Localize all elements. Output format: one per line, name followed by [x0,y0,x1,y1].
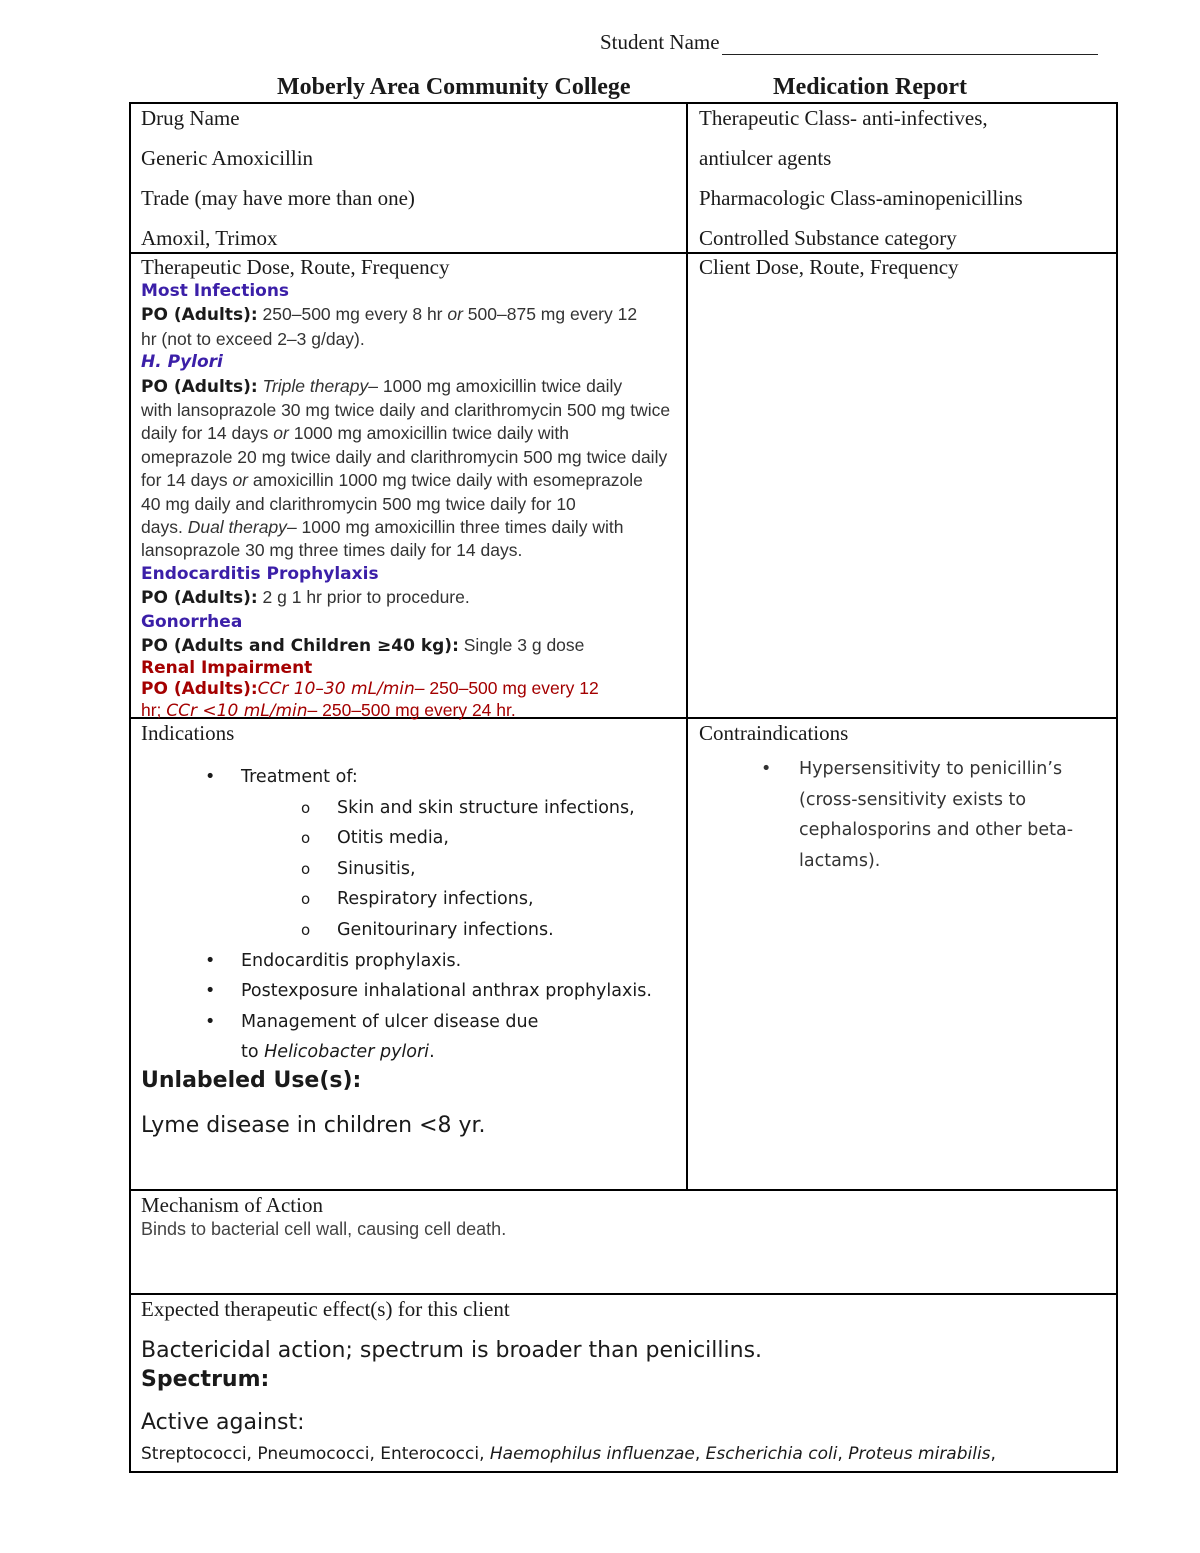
sub-bullet: o [301,859,311,878]
indication-text: Endocarditis prophylaxis. [241,950,462,971]
po-adults-label: PO (Adults): [141,376,258,397]
indication-item-cont [241,1037,681,1068]
contraindication-text: (cross-sensitivity exists to [799,789,1027,810]
indication-item [205,762,681,793]
indication-text: Otitis media, [337,828,449,849]
bullet: • [205,981,216,1002]
therapeutic-class-cont: antiulcer agents [699,146,832,170]
indications-label: Indications [141,721,235,745]
gonorrhea-heading: Gonorrhea [141,611,243,632]
report-title: Medication Report [773,74,967,100]
student-name-label: Student Name [600,30,720,54]
effect-cell [141,1296,1111,1468]
contraindications-cell [699,720,1109,876]
dose-text: 40 mg daily and clarithromycin 500 mg twice daily for 10 [141,493,576,514]
effect-text: Bactericidal action; spectrum is broader than penicillins. [141,1338,763,1363]
dose-text: – 250–500 mg every 24 hr. [307,699,516,720]
dual-therapy-label: Dual therapy [187,517,287,538]
dose-text: – 1000 mg amoxicillin twice daily [368,375,623,396]
controlled-substance: Controlled Substance category [699,226,957,250]
dose-details [141,280,681,722]
column-divider [686,102,688,1191]
indication-text: Helicobacter pylori [264,1042,430,1063]
sub-indication-item [301,915,681,946]
indication-text: . [429,1042,435,1063]
sub-bullet: o [301,920,311,939]
organism-text: Haemophilus influenzae [489,1444,695,1464]
triple-therapy-label: Triple therapy [262,375,369,396]
mechanism-label: Mechanism of Action [141,1193,323,1217]
ccr-label: CCr 10–30 mL/min [257,678,415,699]
client-dose-label: Client Dose, Route, Frequency [699,255,959,279]
pharmacologic-class: Pharmacologic Class-aminopenicillins [699,186,1023,210]
dose-text: hr; [141,699,167,720]
class-cell [699,98,1023,258]
contraindication-text: Hypersensitivity to penicillin’s [799,759,1063,779]
bullet: • [205,767,216,787]
therapeutic-dose-label: Therapeutic Dose, Route, Frequency [141,255,450,279]
endocarditis-heading: Endocarditis Prophylaxis [141,563,379,584]
dose-text: amoxicillin 1000 mg twice daily with esomeprazole [248,470,643,491]
sub-indication-item [301,793,681,824]
dose-text: for 14 days [141,470,233,491]
row-divider [129,1293,1118,1295]
sub-indication-item [301,854,681,885]
organism-text: Escherichia coli [705,1444,838,1464]
indication-text: Postexposure inhalational anthrax prophylaxis. [241,981,652,1002]
organism-list [141,1440,1111,1468]
bullet: • [205,1011,216,1032]
dose-text: daily for 14 days [141,423,274,444]
sub-indication-item [301,823,681,854]
spectrum-label: Spectrum: [141,1367,270,1392]
h-pylori-heading: H. Pylori [141,352,223,373]
indication-text: Sinusitis, [337,858,416,879]
student-name-field [600,30,1098,55]
sub-bullet: o [301,890,311,909]
po-adults-children-label: PO (Adults and Children ≥40 kg): [141,636,459,657]
effect-label: Expected therapeutic effect(s) for this client [141,1297,510,1321]
dose-text: lansoprazole 30 mg three times daily for 14 days. [141,540,523,561]
active-against-label: Active against: [141,1410,305,1435]
drug-name-label: Drug Name [141,106,240,130]
dose-text: – 1000 mg amoxicillin three times daily with [286,517,624,538]
therapeutic-class: Therapeutic Class- anti-infectives, [699,106,988,130]
student-name-blank [722,32,1098,55]
sub-bullet: o [301,829,311,848]
dose-text: Single 3 g dose [458,635,585,656]
dose-text: days. [141,517,188,538]
organism-text: , [837,1444,849,1464]
dose-text: – 250–500 mg every 12 [414,677,599,698]
contraindication-text: lactams). [799,850,881,871]
contraindications-label: Contraindications [699,721,849,745]
or-text: or [232,470,249,491]
po-adults-label: PO (Adults): [141,588,258,609]
renal-impairment-heading: Renal Impairment [141,657,313,678]
organism-text: Streptococci, Pneumococci, Enterococci, [141,1444,490,1464]
dose-text: 1000 mg amoxicillin twice daily with [288,423,569,444]
indication-text: Management of ulcer disease due [241,1011,539,1032]
generic-name: Generic Amoxicillin [141,146,314,170]
mechanism-text: Binds to bacterial cell wall, causing cell death. [141,1219,507,1239]
dose-text: 250–500 mg every 8 hr [257,304,448,325]
organism-text: , [990,1444,996,1464]
organism-text: Proteus mirabilis [848,1444,991,1464]
indication-text: Treatment of: [241,767,358,787]
sub-bullet: o [301,798,311,817]
po-adults-label: PO (Adults): [141,305,258,326]
drug-name-cell [141,98,415,258]
sub-indication-item [301,884,681,915]
mechanism-cell [141,1192,506,1240]
organism-text: , [694,1444,706,1464]
bullet: • [761,759,772,779]
indication-text: to [241,1042,265,1063]
indications-cell [141,720,681,1141]
indication-item [205,1007,681,1038]
therapeutic-dose-cell [141,254,681,722]
po-adults-label: PO (Adults): [141,678,258,699]
most-infections-heading: Most Infections [141,281,290,301]
trade-label: Trade (may have more than one) [141,186,415,210]
or-text: or [447,304,463,325]
dose-text: 2 g 1 hr prior to procedure. [257,587,470,608]
unlabeled-use-label: Unlabeled Use(s): [141,1067,362,1093]
trade-names: Amoxil, Trimox [141,226,278,250]
indication-text: Respiratory infections, [337,889,534,910]
row-divider [129,1189,1118,1191]
indication-text: Genitourinary infections. [337,919,554,940]
indication-text: Skin and skin structure infections, [337,797,635,818]
indication-item [205,976,681,1007]
college-name: Moberly Area Community College [277,74,631,100]
indication-item [205,946,681,977]
dose-text: omeprazole 20 mg twice daily and clarithromycin 500 mg twice daily [141,446,668,467]
contraindication-text: cephalosporins and other beta- [799,820,1074,841]
or-text: or [273,423,289,444]
bullet: • [205,950,216,971]
dose-text: hr (not to exceed 2–3 g/day). [141,328,365,349]
dose-text: 500–875 mg every 12 [462,304,638,325]
dose-text: with lansoprazole 30 mg twice daily and clarithromycin 500 mg twice [141,400,671,421]
unlabeled-use-text: Lyme disease in children <8 yr. [141,1112,486,1138]
ccr-label: CCr <10 mL/min [166,700,308,721]
